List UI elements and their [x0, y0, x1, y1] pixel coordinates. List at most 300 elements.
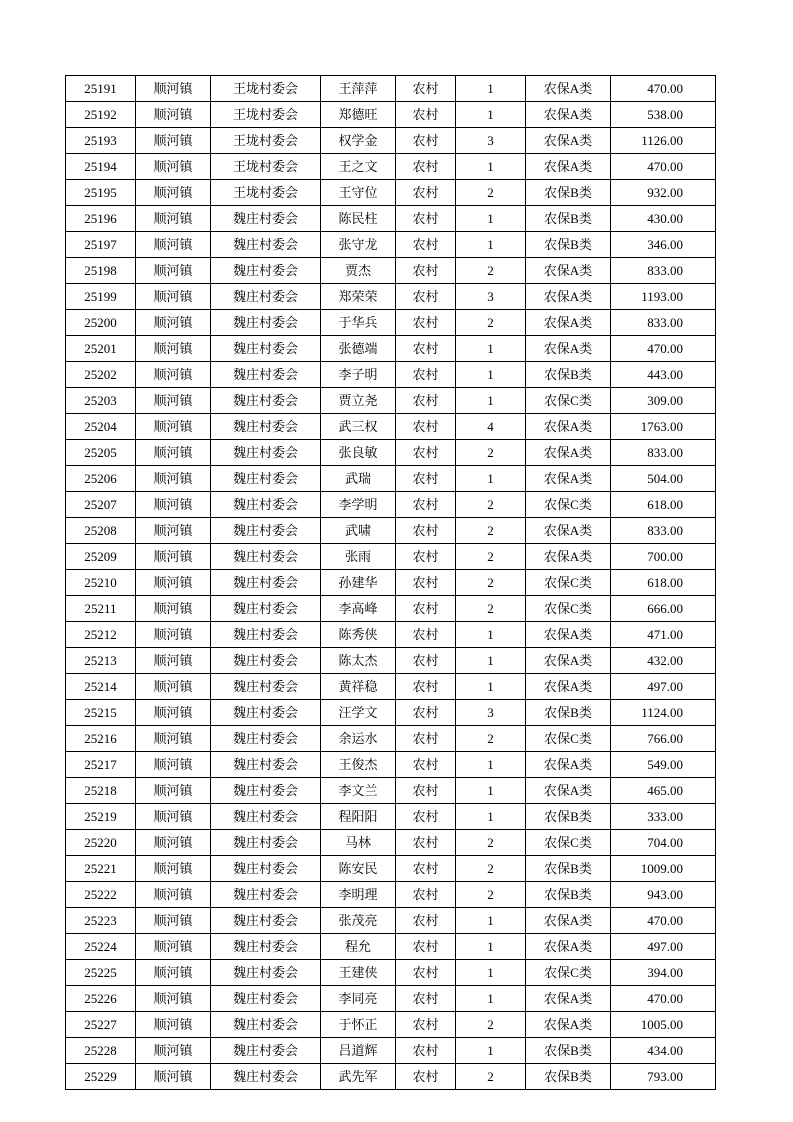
table-cell-village: 魏庄村委会	[211, 830, 321, 856]
table-cell-town: 顺河镇	[136, 830, 211, 856]
table-cell-residence: 农村	[396, 1012, 456, 1038]
table-cell-count: 1	[456, 622, 526, 648]
table-cell-town: 顺河镇	[136, 492, 211, 518]
table-cell-amount: 793.00	[611, 1064, 716, 1090]
table-cell-name: 武瑞	[321, 466, 396, 492]
table-cell-name: 王萍萍	[321, 76, 396, 102]
table-cell-town: 顺河镇	[136, 310, 211, 336]
table-row	[66, 648, 716, 674]
table-cell-id: 25195	[66, 180, 136, 206]
table-cell-category: 农保C类	[526, 830, 611, 856]
table-cell-village: 王垅村委会	[211, 154, 321, 180]
table-cell-name: 于怀正	[321, 1012, 396, 1038]
table-cell-amount: 470.00	[611, 336, 716, 362]
table-cell-town: 顺河镇	[136, 986, 211, 1012]
table-cell-count: 1	[456, 960, 526, 986]
table-cell-name: 张德端	[321, 336, 396, 362]
table-cell-id: 25203	[66, 388, 136, 414]
table-cell-count: 1	[456, 778, 526, 804]
table-row	[66, 908, 716, 934]
table-cell-name: 马林	[321, 830, 396, 856]
table-cell-category: 农保C类	[526, 960, 611, 986]
table-cell-category: 农保C类	[526, 570, 611, 596]
table-cell-id: 25214	[66, 674, 136, 700]
table-row	[66, 154, 716, 180]
table-cell-count: 2	[456, 518, 526, 544]
table-cell-name: 李明理	[321, 882, 396, 908]
table-cell-category: 农保B类	[526, 1064, 611, 1090]
table-cell-id: 25209	[66, 544, 136, 570]
table-cell-town: 顺河镇	[136, 128, 211, 154]
table-cell-id: 25222	[66, 882, 136, 908]
table-cell-town: 顺河镇	[136, 934, 211, 960]
table-cell-id: 25215	[66, 700, 136, 726]
table-cell-village: 王垅村委会	[211, 128, 321, 154]
table-cell-residence: 农村	[396, 908, 456, 934]
table-cell-name: 李学明	[321, 492, 396, 518]
table-cell-category: 农保B类	[526, 362, 611, 388]
table-cell-town: 顺河镇	[136, 258, 211, 284]
table-cell-residence: 农村	[396, 154, 456, 180]
table-cell-residence: 农村	[396, 388, 456, 414]
table-cell-name: 王之文	[321, 154, 396, 180]
table-cell-amount: 432.00	[611, 648, 716, 674]
table-cell-amount: 1126.00	[611, 128, 716, 154]
table-cell-village: 魏庄村委会	[211, 388, 321, 414]
table-cell-village: 魏庄村委会	[211, 856, 321, 882]
table-cell-category: 农保B类	[526, 804, 611, 830]
table-cell-town: 顺河镇	[136, 76, 211, 102]
table-cell-residence: 农村	[396, 128, 456, 154]
table-cell-category: 农保A类	[526, 934, 611, 960]
table-cell-village: 魏庄村委会	[211, 752, 321, 778]
table-cell-id: 25225	[66, 960, 136, 986]
table-cell-residence: 农村	[396, 726, 456, 752]
table-cell-residence: 农村	[396, 830, 456, 856]
table-cell-count: 2	[456, 310, 526, 336]
table-cell-category: 农保C类	[526, 492, 611, 518]
table-cell-village: 魏庄村委会	[211, 232, 321, 258]
table-cell-amount: 470.00	[611, 76, 716, 102]
table-cell-amount: 833.00	[611, 258, 716, 284]
table-row	[66, 830, 716, 856]
table-cell-name: 权学金	[321, 128, 396, 154]
table-cell-village: 魏庄村委会	[211, 908, 321, 934]
table-cell-name: 陈太杰	[321, 648, 396, 674]
table-cell-category: 农保A类	[526, 310, 611, 336]
table-row	[66, 934, 716, 960]
table-cell-count: 1	[456, 232, 526, 258]
table-cell-residence: 农村	[396, 752, 456, 778]
table-row	[66, 544, 716, 570]
table-cell-residence: 农村	[396, 934, 456, 960]
table-cell-id: 25201	[66, 336, 136, 362]
table-cell-name: 郑荣荣	[321, 284, 396, 310]
table-cell-amount: 1193.00	[611, 284, 716, 310]
table-row	[66, 674, 716, 700]
table-cell-residence: 农村	[396, 1064, 456, 1090]
table-row	[66, 596, 716, 622]
table-cell-village: 魏庄村委会	[211, 934, 321, 960]
table-cell-residence: 农村	[396, 258, 456, 284]
table-cell-category: 农保A类	[526, 128, 611, 154]
table-cell-id: 25228	[66, 1038, 136, 1064]
table-cell-town: 顺河镇	[136, 518, 211, 544]
table-cell-amount: 833.00	[611, 310, 716, 336]
table-cell-village: 魏庄村委会	[211, 414, 321, 440]
table-row	[66, 388, 716, 414]
table-cell-village: 魏庄村委会	[211, 466, 321, 492]
table-cell-village: 魏庄村委会	[211, 960, 321, 986]
table-cell-amount: 943.00	[611, 882, 716, 908]
table-cell-village: 魏庄村委会	[211, 1064, 321, 1090]
table-cell-count: 1	[456, 804, 526, 830]
table-row	[66, 232, 716, 258]
table-cell-village: 魏庄村委会	[211, 544, 321, 570]
table-cell-village: 魏庄村委会	[211, 1038, 321, 1064]
table-cell-residence: 农村	[396, 414, 456, 440]
table-cell-count: 1	[456, 934, 526, 960]
table-cell-town: 顺河镇	[136, 362, 211, 388]
table-cell-count: 2	[456, 1064, 526, 1090]
table-row	[66, 986, 716, 1012]
table-cell-count: 2	[456, 882, 526, 908]
table-cell-amount: 1005.00	[611, 1012, 716, 1038]
table-cell-village: 魏庄村委会	[211, 362, 321, 388]
table-cell-town: 顺河镇	[136, 908, 211, 934]
table-cell-village: 魏庄村委会	[211, 986, 321, 1012]
table-cell-residence: 农村	[396, 336, 456, 362]
table-cell-village: 魏庄村委会	[211, 492, 321, 518]
table-cell-name: 陈安民	[321, 856, 396, 882]
table-cell-id: 25210	[66, 570, 136, 596]
table-cell-amount: 394.00	[611, 960, 716, 986]
table-cell-amount: 1009.00	[611, 856, 716, 882]
table-cell-category: 农保B类	[526, 700, 611, 726]
table-cell-village: 魏庄村委会	[211, 440, 321, 466]
table-cell-category: 农保A类	[526, 622, 611, 648]
table-cell-village: 魏庄村委会	[211, 700, 321, 726]
table-cell-count: 1	[456, 206, 526, 232]
table-cell-name: 李子明	[321, 362, 396, 388]
table-cell-id: 25197	[66, 232, 136, 258]
table-cell-village: 魏庄村委会	[211, 518, 321, 544]
table-cell-amount: 666.00	[611, 596, 716, 622]
table-cell-residence: 农村	[396, 440, 456, 466]
table-cell-category: 农保B类	[526, 180, 611, 206]
table-cell-count: 2	[456, 726, 526, 752]
table-cell-town: 顺河镇	[136, 466, 211, 492]
table-cell-id: 25196	[66, 206, 136, 232]
table-cell-name: 张雨	[321, 544, 396, 570]
table-cell-category: 农保B类	[526, 856, 611, 882]
table-cell-id: 25206	[66, 466, 136, 492]
table-cell-amount: 1763.00	[611, 414, 716, 440]
table-cell-category: 农保A类	[526, 544, 611, 570]
table-cell-count: 2	[456, 1012, 526, 1038]
benefits-table	[65, 75, 716, 1090]
table-cell-village: 魏庄村委会	[211, 726, 321, 752]
table-cell-count: 1	[456, 908, 526, 934]
table-cell-village: 魏庄村委会	[211, 648, 321, 674]
table-cell-count: 1	[456, 154, 526, 180]
table-cell-residence: 农村	[396, 310, 456, 336]
table-cell-amount: 346.00	[611, 232, 716, 258]
table-cell-town: 顺河镇	[136, 102, 211, 128]
table-cell-category: 农保A类	[526, 154, 611, 180]
table-cell-amount: 497.00	[611, 934, 716, 960]
table-row	[66, 284, 716, 310]
table-row	[66, 778, 716, 804]
table-row	[66, 336, 716, 362]
table-cell-residence: 农村	[396, 284, 456, 310]
table-cell-count: 2	[456, 544, 526, 570]
table-cell-residence: 农村	[396, 492, 456, 518]
table-cell-village: 魏庄村委会	[211, 570, 321, 596]
table-cell-count: 2	[456, 570, 526, 596]
table-cell-category: 农保A类	[526, 648, 611, 674]
table-cell-residence: 农村	[396, 856, 456, 882]
table-cell-town: 顺河镇	[136, 752, 211, 778]
table-cell-id: 25223	[66, 908, 136, 934]
table-cell-amount: 766.00	[611, 726, 716, 752]
table-cell-category: 农保A类	[526, 258, 611, 284]
table-cell-town: 顺河镇	[136, 284, 211, 310]
table-row	[66, 414, 716, 440]
table-cell-name: 程允	[321, 934, 396, 960]
table-cell-id: 25198	[66, 258, 136, 284]
table-cell-id: 25208	[66, 518, 136, 544]
table-body	[66, 76, 716, 1090]
table-cell-category: 农保A类	[526, 518, 611, 544]
table-cell-village: 魏庄村委会	[211, 596, 321, 622]
table-cell-name: 余运水	[321, 726, 396, 752]
table-cell-residence: 农村	[396, 648, 456, 674]
table-cell-id: 25200	[66, 310, 136, 336]
table-cell-amount: 833.00	[611, 440, 716, 466]
table-cell-name: 李文兰	[321, 778, 396, 804]
table-cell-village: 魏庄村委会	[211, 804, 321, 830]
table-cell-count: 1	[456, 986, 526, 1012]
table-cell-name: 孙建华	[321, 570, 396, 596]
table-cell-amount: 333.00	[611, 804, 716, 830]
table-row	[66, 466, 716, 492]
table-cell-category: 农保A类	[526, 778, 611, 804]
table-cell-residence: 农村	[396, 76, 456, 102]
table-cell-amount: 549.00	[611, 752, 716, 778]
table-cell-village: 魏庄村委会	[211, 206, 321, 232]
table-cell-category: 农保A类	[526, 674, 611, 700]
table-cell-amount: 471.00	[611, 622, 716, 648]
table-cell-amount: 470.00	[611, 154, 716, 180]
table-cell-residence: 农村	[396, 804, 456, 830]
table-cell-amount: 618.00	[611, 492, 716, 518]
table-cell-category: 农保A类	[526, 336, 611, 362]
table-row	[66, 1064, 716, 1090]
table-cell-town: 顺河镇	[136, 544, 211, 570]
table-cell-id: 25229	[66, 1064, 136, 1090]
table-cell-residence: 农村	[396, 778, 456, 804]
table-cell-village: 魏庄村委会	[211, 258, 321, 284]
table-cell-category: 农保A类	[526, 752, 611, 778]
table-cell-residence: 农村	[396, 674, 456, 700]
table-cell-name: 程阳阳	[321, 804, 396, 830]
table-row	[66, 570, 716, 596]
table-cell-id: 25227	[66, 1012, 136, 1038]
table-cell-count: 3	[456, 128, 526, 154]
table-cell-town: 顺河镇	[136, 440, 211, 466]
table-cell-town: 顺河镇	[136, 648, 211, 674]
table-cell-name: 黄祥稳	[321, 674, 396, 700]
table-cell-id: 25193	[66, 128, 136, 154]
table-row	[66, 1038, 716, 1064]
table-cell-count: 2	[456, 492, 526, 518]
table-cell-id: 25199	[66, 284, 136, 310]
table-cell-residence: 农村	[396, 570, 456, 596]
table-cell-residence: 农村	[396, 232, 456, 258]
table-cell-residence: 农村	[396, 882, 456, 908]
table-cell-town: 顺河镇	[136, 700, 211, 726]
table-cell-count: 2	[456, 856, 526, 882]
table-cell-id: 25218	[66, 778, 136, 804]
table-cell-name: 武三权	[321, 414, 396, 440]
table-cell-town: 顺河镇	[136, 154, 211, 180]
table-cell-category: 农保B类	[526, 232, 611, 258]
table-cell-name: 陈民柱	[321, 206, 396, 232]
table-row	[66, 76, 716, 102]
table-cell-count: 1	[456, 388, 526, 414]
table-cell-name: 王建侠	[321, 960, 396, 986]
table-cell-residence: 农村	[396, 102, 456, 128]
table-cell-residence: 农村	[396, 960, 456, 986]
table-cell-town: 顺河镇	[136, 414, 211, 440]
table-cell-amount: 430.00	[611, 206, 716, 232]
table-cell-village: 魏庄村委会	[211, 882, 321, 908]
table-cell-category: 农保B类	[526, 206, 611, 232]
table-cell-category: 农保A类	[526, 284, 611, 310]
table-cell-id: 25226	[66, 986, 136, 1012]
table-cell-count: 1	[456, 466, 526, 492]
table-cell-category: 农保A类	[526, 440, 611, 466]
table-cell-category: 农保C类	[526, 596, 611, 622]
table-cell-village: 魏庄村委会	[211, 622, 321, 648]
table-cell-amount: 465.00	[611, 778, 716, 804]
table-cell-town: 顺河镇	[136, 388, 211, 414]
table-cell-name: 王俊杰	[321, 752, 396, 778]
table-cell-count: 1	[456, 648, 526, 674]
table-cell-count: 2	[456, 258, 526, 284]
table-cell-category: 农保A类	[526, 414, 611, 440]
table-row	[66, 752, 716, 778]
table-cell-residence: 农村	[396, 596, 456, 622]
table-cell-count: 1	[456, 752, 526, 778]
table-cell-id: 25220	[66, 830, 136, 856]
table-cell-id: 25202	[66, 362, 136, 388]
table-row	[66, 622, 716, 648]
table-row	[66, 700, 716, 726]
table-cell-name: 贾立尧	[321, 388, 396, 414]
table-cell-name: 陈秀侠	[321, 622, 396, 648]
table-cell-amount: 497.00	[611, 674, 716, 700]
table-cell-count: 3	[456, 284, 526, 310]
table-row	[66, 310, 716, 336]
table-cell-amount: 833.00	[611, 518, 716, 544]
table-cell-town: 顺河镇	[136, 232, 211, 258]
table-cell-name: 张茂亮	[321, 908, 396, 934]
table-cell-amount: 538.00	[611, 102, 716, 128]
table-cell-residence: 农村	[396, 362, 456, 388]
table-cell-village: 魏庄村委会	[211, 674, 321, 700]
table-cell-town: 顺河镇	[136, 960, 211, 986]
table-cell-name: 吕道辉	[321, 1038, 396, 1064]
table-cell-residence: 农村	[396, 518, 456, 544]
table-cell-id: 25216	[66, 726, 136, 752]
table-row	[66, 1012, 716, 1038]
table-cell-id: 25191	[66, 76, 136, 102]
table-cell-name: 汪学文	[321, 700, 396, 726]
table-row	[66, 440, 716, 466]
table-cell-amount: 504.00	[611, 466, 716, 492]
table-cell-village: 魏庄村委会	[211, 778, 321, 804]
table-cell-id: 25207	[66, 492, 136, 518]
table-cell-id: 25211	[66, 596, 136, 622]
table-cell-village: 魏庄村委会	[211, 1012, 321, 1038]
table-cell-town: 顺河镇	[136, 674, 211, 700]
table-row	[66, 518, 716, 544]
table-cell-count: 2	[456, 596, 526, 622]
table-cell-id: 25217	[66, 752, 136, 778]
table-row	[66, 960, 716, 986]
table-cell-count: 3	[456, 700, 526, 726]
table-cell-count: 4	[456, 414, 526, 440]
table-cell-town: 顺河镇	[136, 726, 211, 752]
table-cell-id: 25224	[66, 934, 136, 960]
table-cell-residence: 农村	[396, 986, 456, 1012]
table-cell-category: 农保B类	[526, 882, 611, 908]
table-cell-town: 顺河镇	[136, 804, 211, 830]
table-cell-town: 顺河镇	[136, 778, 211, 804]
table-cell-residence: 农村	[396, 544, 456, 570]
table-cell-amount: 434.00	[611, 1038, 716, 1064]
table-row	[66, 882, 716, 908]
table-cell-amount: 470.00	[611, 986, 716, 1012]
table-cell-category: 农保A类	[526, 908, 611, 934]
table-row	[66, 362, 716, 388]
table-cell-name: 贾杰	[321, 258, 396, 284]
table-cell-village: 王垅村委会	[211, 76, 321, 102]
table-cell-town: 顺河镇	[136, 570, 211, 596]
table-cell-residence: 农村	[396, 206, 456, 232]
table-cell-residence: 农村	[396, 622, 456, 648]
table-cell-id: 25194	[66, 154, 136, 180]
table-cell-name: 张守龙	[321, 232, 396, 258]
table-cell-residence: 农村	[396, 700, 456, 726]
table-cell-count: 1	[456, 1038, 526, 1064]
table-cell-town: 顺河镇	[136, 1012, 211, 1038]
table-cell-name: 于华兵	[321, 310, 396, 336]
table-cell-amount: 618.00	[611, 570, 716, 596]
table-cell-category: 农保B类	[526, 1038, 611, 1064]
table-cell-count: 1	[456, 336, 526, 362]
table-cell-name: 郑德旺	[321, 102, 396, 128]
table-cell-residence: 农村	[396, 466, 456, 492]
table-cell-residence: 农村	[396, 1038, 456, 1064]
table-cell-count: 1	[456, 102, 526, 128]
table-cell-town: 顺河镇	[136, 1064, 211, 1090]
table-cell-count: 2	[456, 830, 526, 856]
table-cell-category: 农保A类	[526, 466, 611, 492]
table-cell-town: 顺河镇	[136, 336, 211, 362]
